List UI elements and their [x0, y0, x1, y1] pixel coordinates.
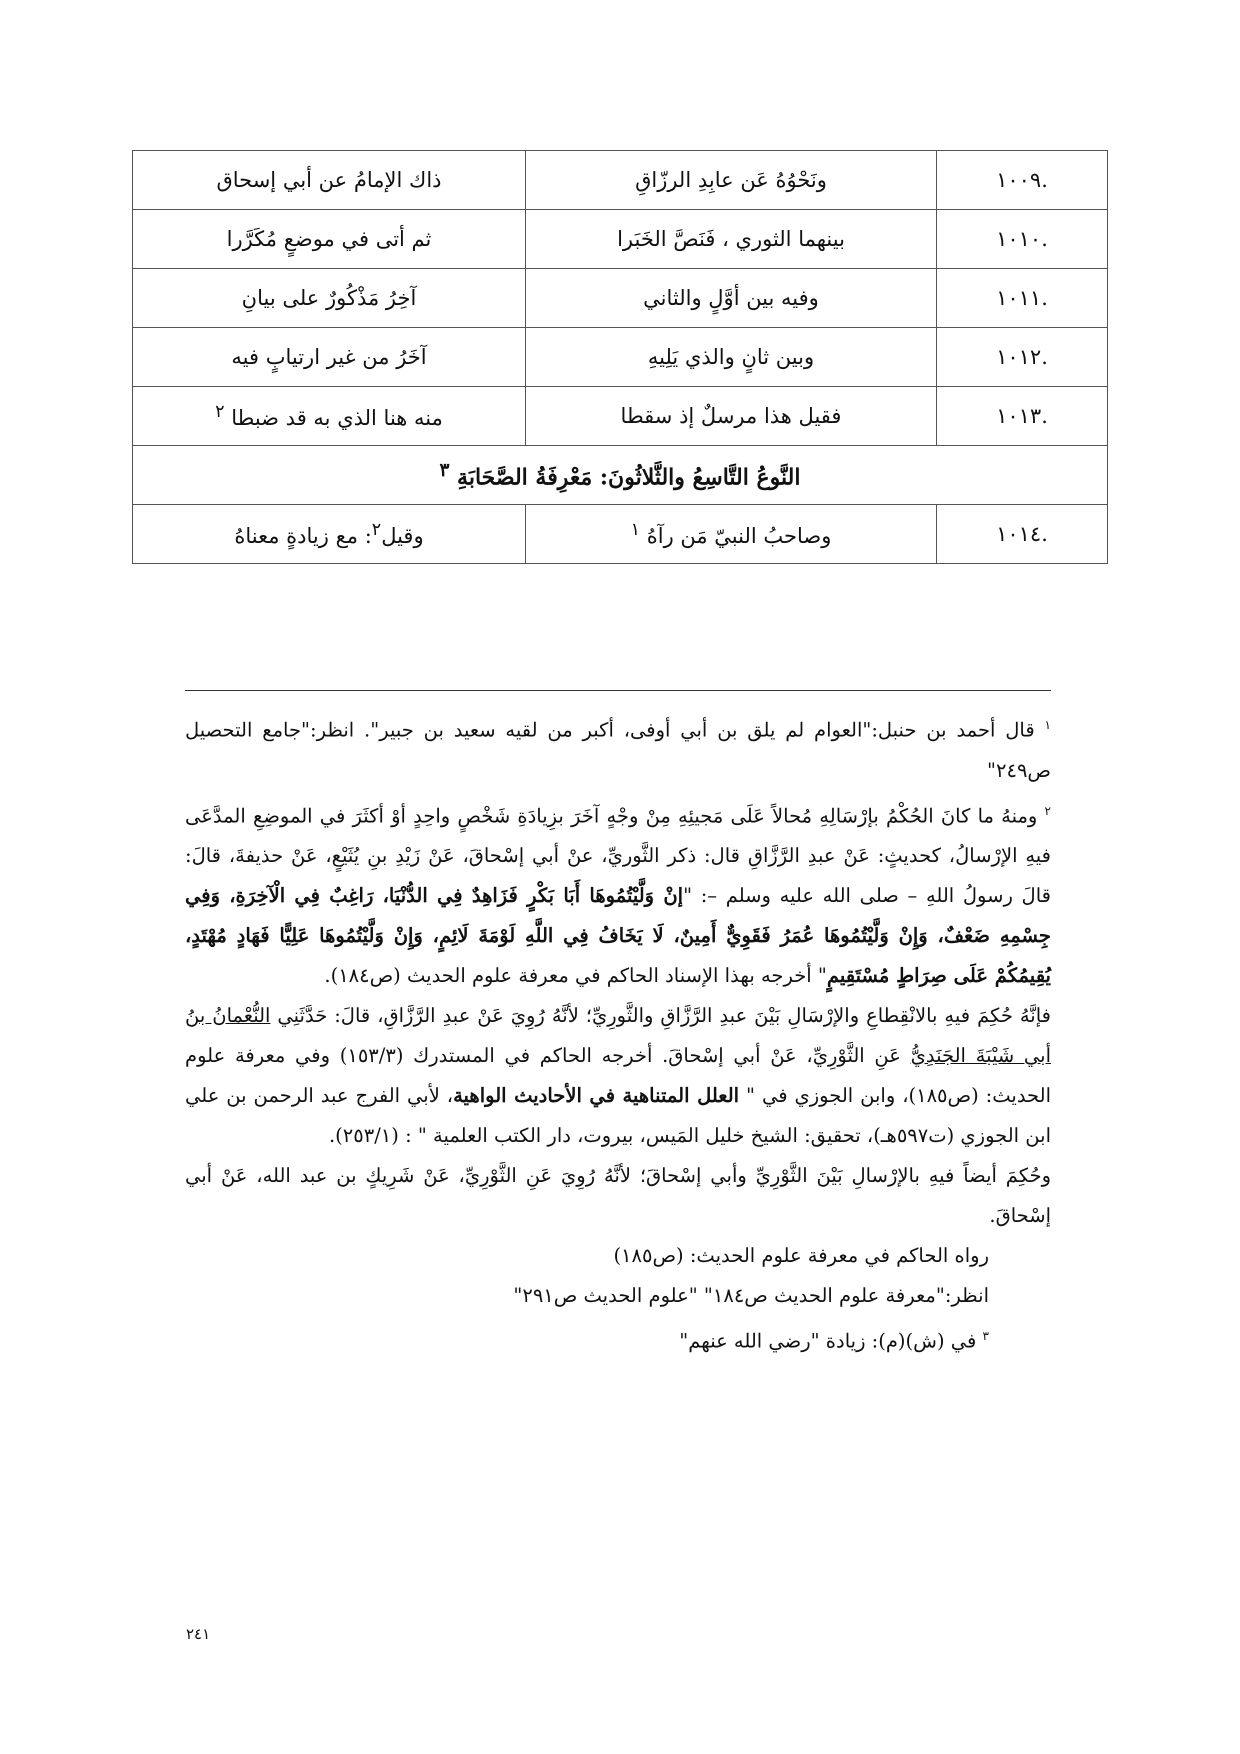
footnote-2-paragraph: وحُكِمَ أيضاً فيهِ بالإرْسالِ بَيْنَ الثَّوْرِيِّ وأبي إسْحاقَ؛ لأنَّهُ رُوِيَ عَنِ الثَّوْرِيِّ، عَنْ شَرِيكٍ بن عبد الله، عَنْ أبي إسْحاقَ. [185, 1164, 1051, 1227]
verse-second-hemistich: ثم أتى في موضعٍ مُكَرَّرا [133, 210, 526, 269]
footnote-number: ٣ [982, 1329, 989, 1343]
verse-second-hemistich [133, 505, 526, 564]
footnote-marker: ٣ [439, 459, 450, 481]
footnote-2-paragraph [185, 996, 1051, 1156]
footnote-marker: ٢ [371, 520, 382, 540]
verse-first-hemistich: وفيه بين أوَّلٍ والثاني [526, 269, 937, 328]
table-row [133, 210, 1108, 269]
verse-second-hemistich: آخِرُ مَذْكُورٌ على بيانِ [133, 269, 526, 328]
page-number: ٢٤١ [186, 1625, 211, 1643]
verse-second-hemistich [133, 387, 526, 446]
verse-first-hemistich: بينهما الثوري ، فَنَصَّ الخَبَرا [526, 210, 937, 269]
poem-table [132, 150, 1108, 564]
table-row [133, 387, 1108, 446]
hemistich-text-start: وقيل [381, 524, 424, 548]
hadith-text: إنْ وَلَّيْتُمُوهَا أَبَا بَكْرٍ فَزَاهِدٌ فِي الدُّنْيَا، رَاغِبٌ فِي الْآخِرَةِ، وَفِي جِسْمِهِ ضَعْفٌ، وَإِنْ وَلَّيْتُمُوهَا عُمَرُ فَقَوِيٌّ أَمِينٌ، لَا يَخَافُ فِي اللَّهِ لَوْمَةَ لَائِمٍ، وَإِنْ وَلَّيْتُمُوهَا عَلِيًّا فَهَادٍ مُهْتَدٍ، يُقِيمُكُمْ عَلَى صِرَاطٍ مُسْتَقِيمٍ [185, 884, 1051, 987]
footnote-number: ١ [1044, 718, 1051, 732]
verse-number: .١٠١٤ [937, 505, 1108, 564]
hemistich-text: منه هنا الذي به قد ضبطا [231, 406, 443, 430]
footnote-marker: ٢ [215, 402, 225, 422]
footnotes [185, 705, 1051, 1362]
verse-number: .١٠٠٩ [937, 151, 1108, 210]
footnote-marker: ١ [630, 520, 641, 540]
paragraph-text: عَنِ الثَّوْرِيِّ، عَنْ أبي إسْحاقَ. أخرجه الحاكم في المستدرك (١٥٣/٣) وفي معرفة علوم الحديث: (ص١٨٥)، وابن الجوزي في " [185, 1044, 1051, 1107]
verse-number: .١٠١٠ [937, 210, 1108, 269]
hemistich-text-end: : مع زيادةٍ معناهُ [234, 524, 372, 548]
footnote-text: في (ش)(م): زيادة "رضي الله عنهم" [679, 1329, 977, 1353]
verse-number: .١٠١١ [937, 269, 1108, 328]
verse-number: .١٠١٣ [937, 387, 1108, 446]
verse-second-hemistich: آخَرُ من غير ارتيابٍ فيه [133, 328, 526, 387]
verse-second-hemistich: ذاك الإمامُ عن أبي إسحاق [133, 151, 526, 210]
footnote-citation: " أخرجه بهذا الإسناد الحاكم في معرفة علوم الحديث (ص١٨٤). [324, 964, 827, 987]
verse-first-hemistich [526, 505, 937, 564]
hemistich-text: وصاحبُ النبيّ مَن رآهُ [646, 524, 832, 548]
verse-first-hemistich: فقيل هذا مرسلٌ إذ سقطا [526, 387, 937, 446]
paragraph-text: ، لأبي الفرج عبد الرحمن بن علي ابن الجوزي (ت٥٩٧هـ)، تحقيق: الشيخ خليل المَيس، بيروت، دار الكتب العلمية " : (٢٥٣/١). [185, 1084, 1051, 1147]
footnote-1 [185, 705, 1051, 791]
table-row [133, 328, 1108, 387]
verse-number: .١٠١٢ [937, 328, 1108, 387]
table-row [133, 269, 1108, 328]
table-row [133, 151, 1108, 210]
narrator-name: النُّعْمانُ بنُ أبي شَيْبَةَ الجَنَدِيُّ [185, 1004, 1052, 1067]
table-row [133, 505, 1108, 564]
book-title: العلل المتناهية في الأحاديث الواهية [453, 1084, 740, 1107]
footnote-text: قال أحمد بن حنبل:"العوام لم يلق بن أبي أوفى، أكبر من لقيه سعيد بن جبير". انظر:"جامع التحصيل ص٢٤٩" [185, 718, 1051, 782]
footnote-3 [185, 1316, 1051, 1362]
footnote-separator [185, 690, 1051, 691]
footnote-number: ٢ [1044, 803, 1051, 818]
section-heading-text: النَّوعُ التَّاسِعُ والثَّلاثُونَ: مَعْرِفَةُ الصَّحَابَةِ [457, 464, 801, 491]
section-heading [133, 446, 1108, 505]
footnote-2-reference: رواه الحاكم في معرفة علوم الحديث: (ص١٨٥) [613, 1244, 989, 1267]
verse-first-hemistich: ونَحْوُهُ عَن عابِدِ الرزّاقِ [526, 151, 937, 210]
footnote-2-reference: انظر:"معرفة علوم الحديث ص١٨٤" "علوم الحديث ص٢٩١" [513, 1284, 989, 1307]
footnote-2 [185, 791, 1051, 997]
paragraph-text: فإنَّهُ حُكِمَ فيهِ بالانْقِطاعِ والإرْسَالِ بَيْنَ عبدِ الرَّزَّاقِ والثَّورِيِّ؛ لأنَّهُ رُوِيَ عَنْ عبدِ الرَّزَّاقِ، قالَ: حَدَّثَنِي [270, 1004, 1051, 1027]
verse-first-hemistich: وبين ثانٍ والذي يَلِيهِ [526, 328, 937, 387]
table-row [133, 446, 1108, 505]
footnote-text: ومنهُ ما كانَ الحُكْمُ بإرْسَالِهِ مُحالاً عَلَى مَجيئِهِ مِنْ وجْهٍ آخَرَ بزِيادَةِ شَخْصٍ واحِدٍ أوْ أكثَرَ في الموضِعِ المدَّعَى فيهِ الإرْسالُ، كحديثٍ: عَنْ عبدِ الرَّزَّاقِ قال: ذكر الثَّوريِّ، عنْ أبي إسْحاقَ، عَنْ زَيْدِ بنِ يُثَيْعٍ، عَنْ حذيفةَ، قالَ: قالَ رسولُ اللهِ – صلى الله عليه وسلم –: " [185, 804, 1051, 907]
